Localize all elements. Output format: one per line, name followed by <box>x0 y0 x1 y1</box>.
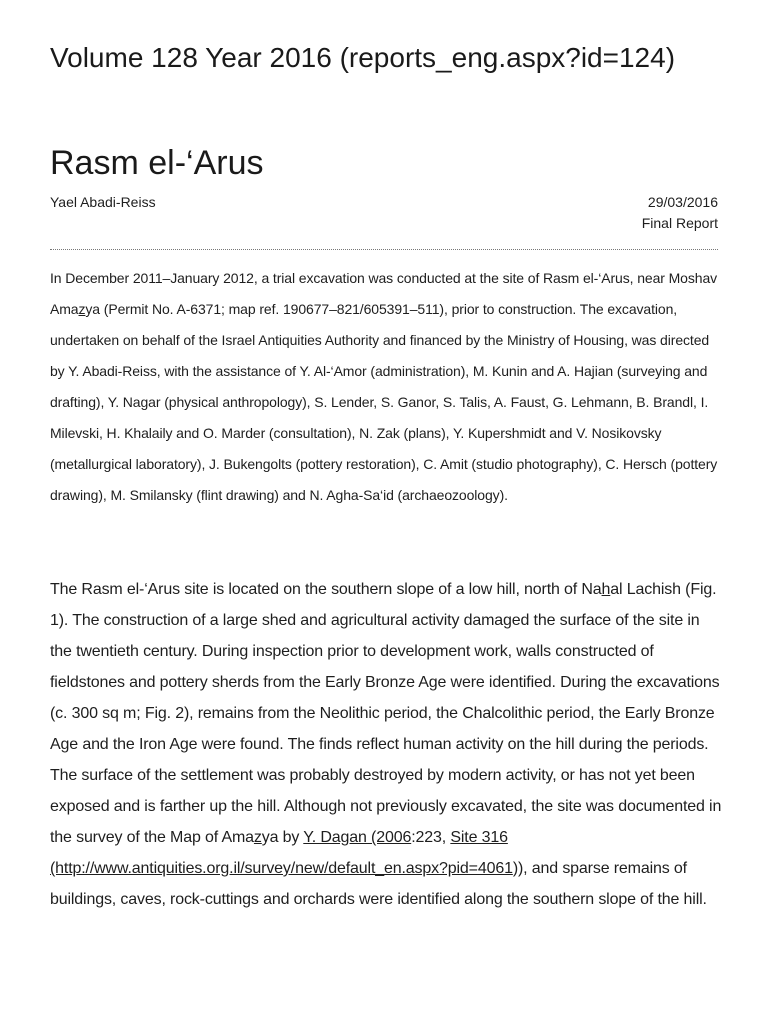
p2-text-f: )), and sparse remains of buildings, caves, rock-cuttings and orchards were identified along the southern slope of the hill. <box>50 860 707 908</box>
article-title: Rasm el-‘Arus <box>50 144 264 182</box>
volume-title: Volume 128 Year 2016 (reports_eng.aspx?id=124) <box>50 42 676 73</box>
dotted-divider <box>50 249 718 250</box>
p1-text-b: ya (Permit No. A-6371; map ref. 190677–821/605391–511), prior to construction. The excavation, undertaken on behalf of the Israel Antiquities Authority and financed by the Ministry of Housing, was directed by Y. Abadi-Reiss, with the assistance of Y. Al-‘Amor (administration), M. Kunin and A. Hajian (surveying and drafting), Y. Nagar (physical anthropology), S. Lender, S. Ganor, S. Talis, A. Faust, G. Lehmann, B. Brandl, I. Milevski, H. Khalaily and O. Marder (consultation), N. Zak (plans), Y. Kupershmidt and V. Nosikovsky (metallurgical laboratory), J. Bukengolts (pottery restoration), C. Amit (studio photography), C. Hersch (pottery drawing), M. Smilansky (flint drawing) and N. Agha-Sa‘id (archaeozoology). <box>50 301 718 503</box>
p2-text-b: al Lachish (Fig. 1). The construction of a large shed and agricultural activity damaged the surface of the site in the twentieth century. During inspection prior to development work, walls constructed of fieldstones and pottery sherds from the Early Bronze Age were identified. During the excavations (c. 300 sq m; Fig. 2), remains from the Neolithic period, the Chalcolithic period, the Early Bronze Age and the Iron Age were found. The finds reflect human activity on the hill during the periods. The surface of the settlement was probably destroyed by modern activity, or has not yet been exposed and is farther up the hill. Although not previously excavated, the site was documented in the survey of the Map of Ama <box>50 581 722 846</box>
author-name: Yael Abadi-Reiss <box>50 194 156 210</box>
p1-underlined-z: z <box>78 301 86 317</box>
p2-text-a: The Rasm el-‘Arus site is located on the southern slope of a low hill, north of Na <box>50 581 602 598</box>
link-survey-url[interactable]: (http://www.antiquities.org.il/survey/new/default_en.aspx?pid=4061 <box>50 860 513 877</box>
p2-text-c: ya by <box>261 829 304 846</box>
p1-text-a: In December 2011–January 2012, a trial excavation was conducted at the site of Rasm el-‘Arus, near Moshav Ama <box>50 270 718 317</box>
report-meta <box>642 192 718 234</box>
link-site-316[interactable]: Site 316 <box>450 829 508 846</box>
report-type: Final Report <box>641 215 718 231</box>
paragraph-credits <box>50 263 722 511</box>
p2-underlined-z: z <box>253 829 262 846</box>
p2-text-d: :223, <box>411 829 451 846</box>
report-date: 29/03/2016 <box>647 194 718 210</box>
paragraph-site-description <box>50 574 722 915</box>
link-dagan-2006[interactable]: Y. Dagan (2006 <box>303 829 412 846</box>
p2-underlined-h: h <box>601 581 611 598</box>
